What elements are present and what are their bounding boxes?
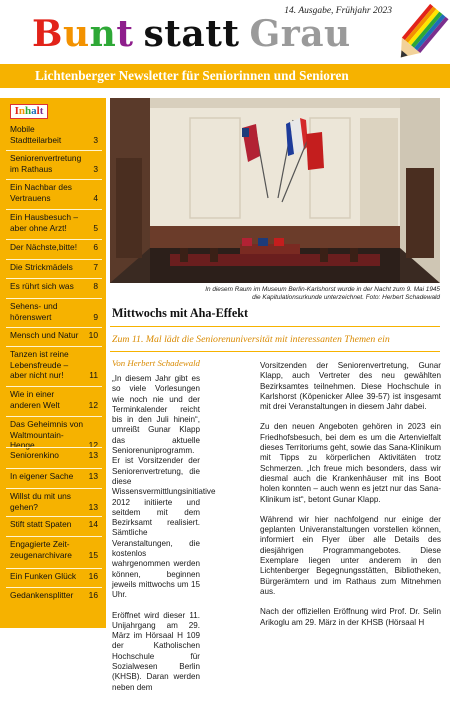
toc-item[interactable] xyxy=(10,262,98,273)
toc-divider xyxy=(6,278,102,279)
logo-letter: a xyxy=(181,13,206,55)
headline-rule xyxy=(110,326,440,327)
article-paragraph: Vorsitzenden der Seniorenvertretung, Gunar Klapp, auch Vertreter des neu gewählten Bezirksamtes teilnehmen. Diese Hochschule in Karlshorst (Köpenicker Allee 39-57) ist insgesamt mit drei Veranstaltungen in diesem Jahr dabei. xyxy=(260,361,441,412)
toc-item-page: 11 xyxy=(89,370,98,381)
toc-item-label: Seniorenkino xyxy=(10,450,59,460)
toc-item-label: Die Strickmädels xyxy=(10,262,73,272)
toc-item[interactable] xyxy=(10,124,98,145)
logo-letter: r xyxy=(280,13,301,55)
toc-divider xyxy=(6,536,102,537)
toc-divider xyxy=(6,386,102,387)
toc-item-label: Mobile Stadtteilarbeit xyxy=(10,124,62,145)
toc-item-page: 8 xyxy=(93,281,98,291)
toc-divider xyxy=(6,150,102,151)
toc-divider xyxy=(6,327,102,328)
toc-item[interactable] xyxy=(10,571,98,582)
toc-item-page: 16 xyxy=(88,590,98,600)
photo-caption-line: In diesem Raum im Museum Berlin-Karlshorst wurde in der Nacht zum 9. Mai 1945 xyxy=(205,286,440,293)
logo-letter: a xyxy=(300,13,325,55)
contents-heading-letter: n xyxy=(18,105,26,117)
toc-item[interactable] xyxy=(10,471,98,482)
toc-item-label: In eigener Sache xyxy=(10,471,74,481)
masthead xyxy=(0,0,450,64)
article-paragraph: Eröffnet wird dieser 11. Unijahrgang am 29. März im Hörsaal H 109 der Katholischen Hochschule für Sozialwesen Berlin (KHSB). Daran werden neben dem xyxy=(112,610,200,692)
newsletter-logo xyxy=(32,12,351,56)
toc-item-page: 13 xyxy=(88,471,98,481)
toc-item-page: 7 xyxy=(93,262,98,272)
toc-divider xyxy=(6,298,102,299)
logo-letter: G xyxy=(249,13,281,55)
logo-letter: t xyxy=(222,13,240,55)
toc-item[interactable] xyxy=(10,590,98,601)
article-paragraph: Nach der offiziellen Eröffnung wird Prof. Dr. Selin Arikoglu am 29. März in der KHSB (Hörsaal H xyxy=(260,607,441,627)
museum-room-photo xyxy=(110,98,440,283)
toc-item[interactable] xyxy=(10,389,98,410)
photo-caption-line: die Kapitulationsurkunde unterzeichnet. Foto: Herbert Schadewald xyxy=(252,294,440,301)
toc-item-label: Ein Funken Glück xyxy=(10,571,77,581)
toc-item-label: Tanzen ist reine Lebensfreude – aber nicht nur! xyxy=(10,349,69,381)
toc-item-label: Das Geheimnis von Waltmountain-Henge xyxy=(10,419,84,451)
photo-caption xyxy=(110,286,440,302)
toc-item-page: 3 xyxy=(93,134,98,145)
toc-divider xyxy=(6,416,102,417)
toc-item[interactable] xyxy=(10,301,98,322)
logo-letter: u xyxy=(62,13,90,55)
toc-divider xyxy=(6,488,102,489)
contents-sidebar xyxy=(0,98,106,628)
toc-divider xyxy=(6,568,102,569)
contents-heading-letter: t xyxy=(39,105,44,117)
rainbow-pencil-icon xyxy=(394,4,440,60)
toc-item-page: 6 xyxy=(93,242,98,252)
toc-item-label: Stift statt Spaten xyxy=(10,519,72,529)
toc-divider xyxy=(6,179,102,180)
article-author: Von Herbert Schadewald xyxy=(112,358,200,368)
toc-item[interactable] xyxy=(10,281,98,292)
article-column-1 xyxy=(112,374,216,703)
toc-item[interactable] xyxy=(10,212,98,233)
toc-divider xyxy=(6,259,102,260)
logo-letter: n xyxy=(89,13,117,55)
toc-item[interactable] xyxy=(10,153,98,174)
toc-item-label: Mensch und Natur xyxy=(10,330,79,340)
subtitle-banner: Lichtenberger Newsletter für Seniorinnen und Senioren xyxy=(0,64,450,88)
toc-item-page: 13 xyxy=(88,450,98,460)
toc-divider xyxy=(6,447,102,448)
subheadline-rule xyxy=(110,351,440,352)
toc-item-page: 5 xyxy=(93,222,98,233)
article-paragraph: Während wir hier nachfolgend nur einige der geplanten Univeranstaltungen vorstellen können, informiert ein Flyer über alle Details des diesjährigen Programmangebotes. Diese Exemplare liegen unter anderem in den Lichtenberger Begegnungsstätten, Bibliotheken, Bürgerämtern und im Rathaus zum Mitnehmen aus. xyxy=(260,514,441,596)
article-column-2 xyxy=(260,361,441,638)
toc-divider xyxy=(6,346,102,347)
toc-item[interactable] xyxy=(10,330,98,341)
toc-item[interactable] xyxy=(10,491,98,512)
logo-letter: B xyxy=(32,13,63,55)
article-paragraph: Zu den neuen Angeboten gehören in 2023 ein Friedhofsbesuch, bei dem es um die Artenvielfalt dieses Territoriums geht, sowie das Sana-Klinikum mit Tipps zu körperlichen Aktivitäten trotz Schmerzen. „Ich freue mich besonders, dass wir diesmal auch die Krankenhäuser mit ins Boot holen konnten – auch wenn es jetzt nur das Sana-Klinikum ist“, betont Gunar Klapp. xyxy=(260,422,441,504)
toc-divider xyxy=(6,516,102,517)
toc-divider xyxy=(6,468,102,469)
toc-divider xyxy=(6,239,102,240)
toc-item[interactable] xyxy=(10,419,98,451)
toc-item[interactable] xyxy=(10,182,98,203)
toc-item[interactable] xyxy=(10,539,98,560)
toc-item-label: Engagierte Zeit-zeugenarchivare xyxy=(10,539,72,560)
contents-heading-letter: h xyxy=(25,105,32,117)
toc-item-page: 15 xyxy=(88,549,98,560)
toc-item[interactable] xyxy=(10,242,98,253)
toc-item-label: Ein Nachbar des Vertrauens xyxy=(10,182,72,203)
contents-heading xyxy=(10,104,48,119)
article-paragraph: „In diesem Jahr gibt es so viele Vorlesungen wie noch nie und der Terminkalender reicht bis in den Juli hinein“, umreißt Gunar Klapp das aktuelle Seniorenuniprogramm. Er ist Vorsitzender der Seniorenvertretung, die diese Wissensvermittlungsinitiative 2012 initiierte und seitdem mit dem Bezirksamt realisiert. Sämtliche Veranstaltungen, die kostenlos wahrgenommen werden können, beginnen jeweils mittwochs um 15 Uhr. xyxy=(112,374,216,600)
logo-letter: s xyxy=(143,13,165,55)
toc-item-label: Seniorenvertretung im Rathaus xyxy=(10,153,82,174)
toc-item[interactable] xyxy=(10,519,98,530)
toc-item-page: 12 xyxy=(88,399,98,410)
logo-letter: t xyxy=(205,13,223,55)
toc-item-label: Gedankensplitter xyxy=(10,590,74,600)
logo-letter: u xyxy=(324,13,351,55)
contents-heading-letter: l xyxy=(36,105,40,117)
toc-item-page: 12 xyxy=(88,440,98,451)
logo-letter: t xyxy=(116,13,134,55)
issue-label: 14. Ausgabe, Frühjahr 2023 xyxy=(284,6,392,16)
toc-item[interactable] xyxy=(10,450,98,461)
toc-item-page: 9 xyxy=(93,311,98,322)
toc-item-label: Es rührt sich was xyxy=(10,281,74,291)
toc-item-label: Willst du mit uns gehen? xyxy=(10,491,71,512)
toc-item-page: 3 xyxy=(93,163,98,174)
toc-item-page: 10 xyxy=(88,330,98,340)
toc-item-page: 16 xyxy=(88,571,98,581)
toc-divider xyxy=(6,209,102,210)
toc-item-label: Wie in einer anderen Welt xyxy=(10,389,60,410)
toc-item-page: 4 xyxy=(93,192,98,203)
article-headline: Mittwochs mit Aha-Effekt xyxy=(112,306,249,320)
toc-divider xyxy=(6,587,102,588)
toc-item-label: Der Nächste,bitte! xyxy=(10,242,78,252)
toc-item-page: 14 xyxy=(88,519,98,529)
toc-item-label: Ein Hausbesuch – aber ohne Arzt! xyxy=(10,212,78,233)
logo-letter: t xyxy=(164,13,182,55)
contents-heading-letter: I xyxy=(14,105,19,117)
toc-item[interactable] xyxy=(10,349,98,381)
toc-item-label: Sehens- und hörenswert xyxy=(10,301,58,322)
toc-item-page: 13 xyxy=(88,501,98,512)
contents-heading-letter: a xyxy=(31,105,37,117)
article-subheadline: Zum 11. Mal lädt die Seniorenuniversität mit interessanten Themen ein xyxy=(112,334,390,345)
